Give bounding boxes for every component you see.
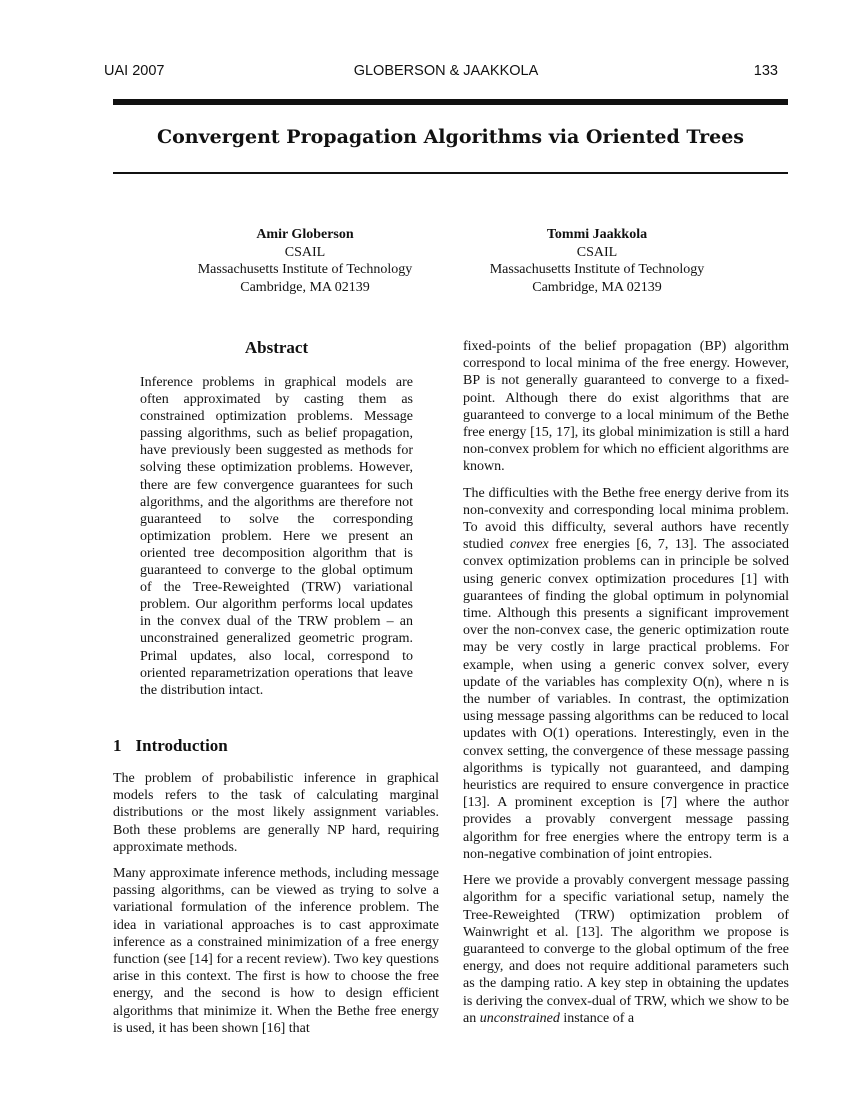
author-lab: CSAIL	[284, 244, 326, 260]
section-title: Introduction	[135, 736, 228, 755]
author-name: Tommi Jaakkola	[546, 227, 648, 242]
author-address: Cambridge, MA 02139	[240, 279, 370, 295]
author-name: Amir Globerson	[256, 227, 354, 242]
right-column	[463, 338, 789, 1036]
author-institution: Massachusetts Institute of Technology	[489, 262, 705, 277]
paragraph: fixed-points of the belief propagation (BP) algorithm correspond to local minima of the free energy. However, BP is not generally guaranteed to converge to a fixed-point. Although there do exist algorithms that are guaranteed to converge to a local minimum of the Bethe free energy [15, 17], its global minimization is still a hard non-convex problem for which no efficient algorithms are known.	[463, 339, 789, 475]
running-authors: GLOBERSON & JAAKKOLA	[353, 63, 539, 79]
author-address: Cambridge, MA 02139	[532, 279, 662, 295]
introduction-body	[113, 770, 439, 1046]
author-block	[175, 226, 435, 296]
running-header	[104, 63, 788, 83]
paragraph	[463, 485, 789, 863]
paragraph: The problem of probabilistic inference in graphical models refers to the task of calculating marginal distributions or the most likely assignment variables. Both these problems are generally NP hard, requiring approximate methods.	[113, 771, 439, 855]
paragraph: Many approximate inference methods, including message passing algorithms, can be viewed as trying to solve a variational formulation of the inference problem. The idea in variational approaches is to cast approximate inference as a constrained minimization of a free energy function (see [14] for a recent review). Two key questions arise in this context. The first is how to choose the free energy, and the second is how to design efficient algorithms that minimize it. When the Bethe free energy is used, it has been shown [16] that	[113, 866, 439, 1036]
abstract-text: Inference problems in graphical models are often approximated by casting them as constrained optimization problems. Message passing algorithms, such as belief propagation, have previously been suggested as methods for solving these optimization problems. However, there are few convergence guarantees for such algorithms, and the algorithms are therefore not guaranteed to solve the corresponding optimization problem. Here we present an oriented tree decomposition algorithm that is guaranteed to converge to the global optimum of the Tree-Reweighted (TRW) variational problem. Our algorithm performs local updates in the convex dual of the TRW problem – an unconstrained generalized geometric program. Primal updates, also local, correspond to oriented reparametrization operations that leave the distribution intact.	[140, 375, 413, 698]
emphasis: unconstrained	[479, 1010, 560, 1026]
page-number: 133	[753, 63, 778, 79]
emphasis: convex	[509, 537, 549, 553]
text-run: free energies [6, 7, 13]. The associated convex optimization problems can in principle be solved using generic convex optimization procedures [1] with guarantees of finding the global optimum in polynomial time. Although this presents a significant improvement over the non-convex case, the generic optimization route may be very costly in large practical problems. For example, when using a generic convex solver, every update of the variables has complexity O(n), where n is the number of variables. In contrast, the optimization using message passing algorithms can be reduced to local updates with O(1) operations. Interestingly, even in the convex setting, the convergence of these message passing algorithms is typically not guaranteed, and damping heuristics are required to ensure convergence in practice [13]. A prominent exception is [7] where the author provides a provably convergent message passing algorithm for free energies where the entropy term is a non-negative combination of joint entropies.	[463, 537, 789, 862]
venue-label: UAI 2007	[104, 63, 165, 79]
section-number: 1	[113, 736, 122, 755]
author-institution: Massachusetts Institute of Technology	[197, 262, 413, 277]
section-heading	[113, 736, 228, 756]
text-run: The difficulties with the Bethe free energy derive from its non-convexity and corresponding local minima problem. To avoid this difficulty, several authors have recently studied	[463, 485, 789, 553]
text-run: instance of a	[559, 1010, 635, 1026]
paper-title: Convergent Propagation Algorithms via Oriented Trees	[156, 126, 744, 148]
top-rule	[113, 99, 788, 105]
text-run: Here we provide a provably convergent message passing algorithm for a specific variational setup, namely the Tree-Reweighted (TRW) optimization problem of Wainwright et al. [13]. The algorithm we propose is guaranteed to converge to the global optimum of the free energy, and does not require additional parameters such as the damping ratio. A key step in obtaining the updates is deriving the convex-dual of TRW, which we show to be an	[463, 873, 789, 1026]
author-lab: CSAIL	[576, 244, 618, 260]
author-block	[467, 226, 727, 296]
title-rule	[113, 172, 788, 174]
paragraph	[463, 872, 789, 1027]
abstract-heading: Abstract	[244, 338, 309, 357]
